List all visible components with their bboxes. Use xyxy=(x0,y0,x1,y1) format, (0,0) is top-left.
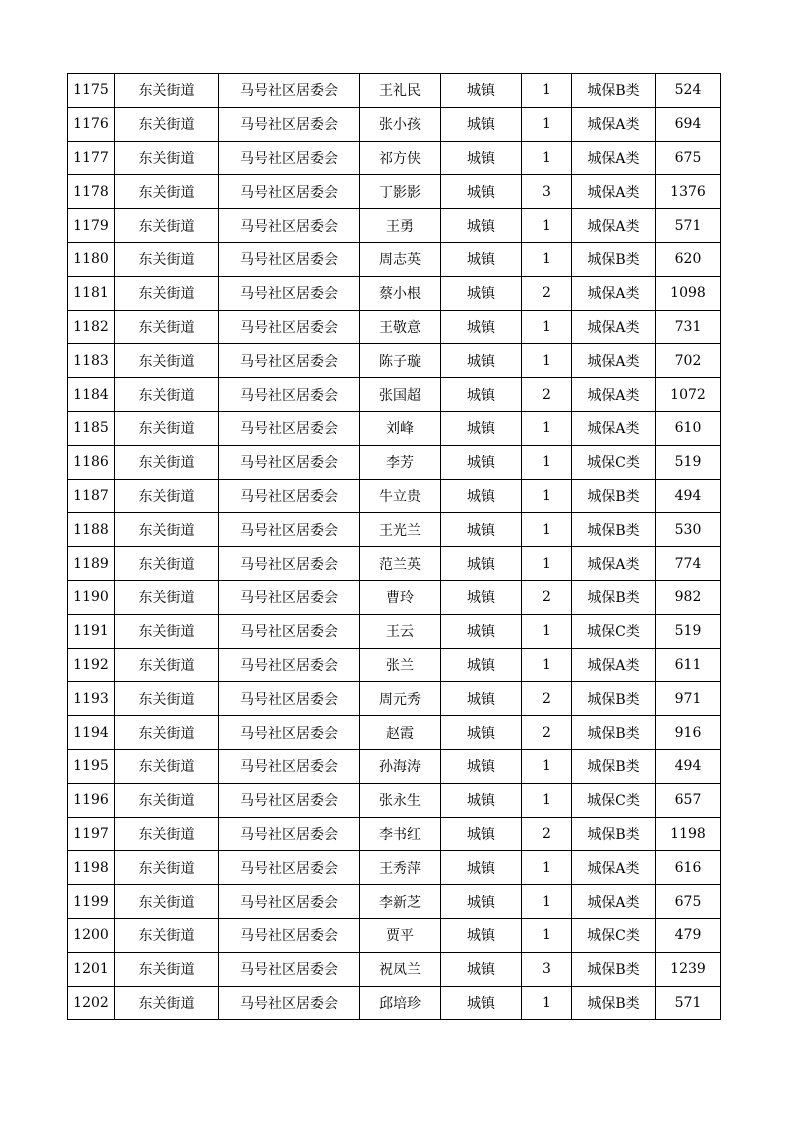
area-type-cell: 城镇 xyxy=(441,648,522,682)
household-count-cell: 1 xyxy=(522,648,572,682)
table-row xyxy=(68,107,721,141)
serial-number-cell: 1188 xyxy=(68,513,115,547)
household-count-cell: 1 xyxy=(522,547,572,581)
amount-cell: 620 xyxy=(656,242,721,276)
community-cell: 马号社区居委会 xyxy=(219,479,360,513)
household-count-cell: 1 xyxy=(522,513,572,547)
category-cell: 城保B类 xyxy=(572,682,656,716)
area-type-cell: 城镇 xyxy=(441,580,522,614)
table-body xyxy=(68,74,721,1020)
category-cell: 城保A类 xyxy=(572,276,656,310)
street-cell: 东关街道 xyxy=(115,479,219,513)
street-cell: 东关街道 xyxy=(115,209,219,243)
category-cell: 城保C类 xyxy=(572,918,656,952)
name-cell: 李书红 xyxy=(360,817,441,851)
amount-cell: 610 xyxy=(656,411,721,445)
table-row xyxy=(68,986,721,1020)
name-cell: 张小孩 xyxy=(360,107,441,141)
name-cell: 陈子璇 xyxy=(360,344,441,378)
household-count-cell: 2 xyxy=(522,716,572,750)
category-cell: 城保A类 xyxy=(572,378,656,412)
name-cell: 王秀萍 xyxy=(360,851,441,885)
name-cell: 祁方侠 xyxy=(360,141,441,175)
amount-cell: 524 xyxy=(656,74,721,108)
street-cell: 东关街道 xyxy=(115,513,219,547)
name-cell: 王勇 xyxy=(360,209,441,243)
amount-cell: 1098 xyxy=(656,276,721,310)
household-count-cell: 1 xyxy=(522,851,572,885)
street-cell: 东关街道 xyxy=(115,141,219,175)
community-cell: 马号社区居委会 xyxy=(219,682,360,716)
amount-cell: 694 xyxy=(656,107,721,141)
area-type-cell: 城镇 xyxy=(441,175,522,209)
community-cell: 马号社区居委会 xyxy=(219,817,360,851)
area-type-cell: 城镇 xyxy=(441,716,522,750)
name-cell: 王云 xyxy=(360,614,441,648)
community-cell: 马号社区居委会 xyxy=(219,276,360,310)
street-cell: 东关街道 xyxy=(115,783,219,817)
category-cell: 城保B类 xyxy=(572,242,656,276)
household-count-cell: 1 xyxy=(522,107,572,141)
street-cell: 东关街道 xyxy=(115,682,219,716)
street-cell: 东关街道 xyxy=(115,107,219,141)
community-cell: 马号社区居委会 xyxy=(219,411,360,445)
area-type-cell: 城镇 xyxy=(441,107,522,141)
serial-number-cell: 1195 xyxy=(68,749,115,783)
household-count-cell: 1 xyxy=(522,209,572,243)
category-cell: 城保B类 xyxy=(572,74,656,108)
street-cell: 东关街道 xyxy=(115,344,219,378)
area-type-cell: 城镇 xyxy=(441,479,522,513)
name-cell: 贾平 xyxy=(360,918,441,952)
street-cell: 东关街道 xyxy=(115,378,219,412)
table-row xyxy=(68,378,721,412)
amount-cell: 1072 xyxy=(656,378,721,412)
amount-cell: 530 xyxy=(656,513,721,547)
area-type-cell: 城镇 xyxy=(441,310,522,344)
household-count-cell: 1 xyxy=(522,479,572,513)
name-cell: 赵霞 xyxy=(360,716,441,750)
street-cell: 东关街道 xyxy=(115,986,219,1020)
community-cell: 马号社区居委会 xyxy=(219,107,360,141)
category-cell: 城保A类 xyxy=(572,851,656,885)
amount-cell: 519 xyxy=(656,614,721,648)
household-count-cell: 1 xyxy=(522,445,572,479)
category-cell: 城保B类 xyxy=(572,513,656,547)
amount-cell: 616 xyxy=(656,851,721,885)
serial-number-cell: 1198 xyxy=(68,851,115,885)
serial-number-cell: 1191 xyxy=(68,614,115,648)
serial-number-cell: 1187 xyxy=(68,479,115,513)
table-row xyxy=(68,918,721,952)
amount-cell: 479 xyxy=(656,918,721,952)
table-row xyxy=(68,242,721,276)
table-row xyxy=(68,344,721,378)
household-count-cell: 1 xyxy=(522,344,572,378)
serial-number-cell: 1180 xyxy=(68,242,115,276)
name-cell: 曹玲 xyxy=(360,580,441,614)
area-type-cell: 城镇 xyxy=(441,378,522,412)
category-cell: 城保A类 xyxy=(572,209,656,243)
name-cell: 丁影影 xyxy=(360,175,441,209)
amount-cell: 1376 xyxy=(656,175,721,209)
area-type-cell: 城镇 xyxy=(441,276,522,310)
household-count-cell: 2 xyxy=(522,378,572,412)
name-cell: 李芳 xyxy=(360,445,441,479)
street-cell: 东关街道 xyxy=(115,749,219,783)
name-cell: 张国超 xyxy=(360,378,441,412)
household-count-cell: 1 xyxy=(522,74,572,108)
community-cell: 马号社区居委会 xyxy=(219,716,360,750)
table-row xyxy=(68,513,721,547)
serial-number-cell: 1201 xyxy=(68,952,115,986)
community-cell: 马号社区居委会 xyxy=(219,614,360,648)
category-cell: 城保A类 xyxy=(572,547,656,581)
street-cell: 东关街道 xyxy=(115,851,219,885)
community-cell: 马号社区居委会 xyxy=(219,952,360,986)
household-count-cell: 1 xyxy=(522,885,572,919)
amount-cell: 774 xyxy=(656,547,721,581)
table-row xyxy=(68,648,721,682)
community-cell: 马号社区居委会 xyxy=(219,141,360,175)
name-cell: 李新芝 xyxy=(360,885,441,919)
name-cell: 周元秀 xyxy=(360,682,441,716)
table-row xyxy=(68,547,721,581)
area-type-cell: 城镇 xyxy=(441,682,522,716)
table-row xyxy=(68,682,721,716)
amount-cell: 494 xyxy=(656,749,721,783)
area-type-cell: 城镇 xyxy=(441,918,522,952)
category-cell: 城保B类 xyxy=(572,986,656,1020)
category-cell: 城保B类 xyxy=(572,817,656,851)
table-row xyxy=(68,749,721,783)
category-cell: 城保A类 xyxy=(572,648,656,682)
category-cell: 城保A类 xyxy=(572,310,656,344)
amount-cell: 982 xyxy=(656,580,721,614)
community-cell: 马号社区居委会 xyxy=(219,310,360,344)
street-cell: 东关街道 xyxy=(115,310,219,344)
amount-cell: 611 xyxy=(656,648,721,682)
serial-number-cell: 1202 xyxy=(68,986,115,1020)
assistance-roster-table xyxy=(67,73,721,1020)
amount-cell: 571 xyxy=(656,209,721,243)
table-row xyxy=(68,209,721,243)
serial-number-cell: 1179 xyxy=(68,209,115,243)
serial-number-cell: 1176 xyxy=(68,107,115,141)
amount-cell: 519 xyxy=(656,445,721,479)
amount-cell: 971 xyxy=(656,682,721,716)
table-row xyxy=(68,783,721,817)
community-cell: 马号社区居委会 xyxy=(219,74,360,108)
household-count-cell: 3 xyxy=(522,952,572,986)
community-cell: 马号社区居委会 xyxy=(219,749,360,783)
serial-number-cell: 1186 xyxy=(68,445,115,479)
category-cell: 城保B类 xyxy=(572,580,656,614)
area-type-cell: 城镇 xyxy=(441,74,522,108)
name-cell: 王礼民 xyxy=(360,74,441,108)
area-type-cell: 城镇 xyxy=(441,817,522,851)
name-cell: 孙海涛 xyxy=(360,749,441,783)
serial-number-cell: 1177 xyxy=(68,141,115,175)
area-type-cell: 城镇 xyxy=(441,141,522,175)
serial-number-cell: 1193 xyxy=(68,682,115,716)
community-cell: 马号社区居委会 xyxy=(219,580,360,614)
category-cell: 城保A类 xyxy=(572,344,656,378)
street-cell: 东关街道 xyxy=(115,648,219,682)
amount-cell: 916 xyxy=(656,716,721,750)
category-cell: 城保C类 xyxy=(572,445,656,479)
street-cell: 东关街道 xyxy=(115,74,219,108)
household-count-cell: 1 xyxy=(522,242,572,276)
category-cell: 城保C类 xyxy=(572,783,656,817)
name-cell: 张兰 xyxy=(360,648,441,682)
area-type-cell: 城镇 xyxy=(441,344,522,378)
amount-cell: 1198 xyxy=(656,817,721,851)
name-cell: 王光兰 xyxy=(360,513,441,547)
community-cell: 马号社区居委会 xyxy=(219,547,360,581)
household-count-cell: 2 xyxy=(522,817,572,851)
table-row xyxy=(68,175,721,209)
community-cell: 马号社区居委会 xyxy=(219,918,360,952)
area-type-cell: 城镇 xyxy=(441,547,522,581)
area-type-cell: 城镇 xyxy=(441,242,522,276)
name-cell: 邱培珍 xyxy=(360,986,441,1020)
name-cell: 范兰英 xyxy=(360,547,441,581)
amount-cell: 494 xyxy=(656,479,721,513)
area-type-cell: 城镇 xyxy=(441,851,522,885)
community-cell: 马号社区居委会 xyxy=(219,209,360,243)
street-cell: 东关街道 xyxy=(115,716,219,750)
name-cell: 蔡小根 xyxy=(360,276,441,310)
community-cell: 马号社区居委会 xyxy=(219,344,360,378)
table-row xyxy=(68,716,721,750)
amount-cell: 675 xyxy=(656,141,721,175)
area-type-cell: 城镇 xyxy=(441,209,522,243)
community-cell: 马号社区居委会 xyxy=(219,648,360,682)
street-cell: 东关街道 xyxy=(115,547,219,581)
serial-number-cell: 1192 xyxy=(68,648,115,682)
household-count-cell: 1 xyxy=(522,614,572,648)
household-count-cell: 1 xyxy=(522,141,572,175)
category-cell: 城保A类 xyxy=(572,107,656,141)
name-cell: 刘峰 xyxy=(360,411,441,445)
table-row xyxy=(68,817,721,851)
street-cell: 东关街道 xyxy=(115,175,219,209)
serial-number-cell: 1175 xyxy=(68,74,115,108)
table-row xyxy=(68,74,721,108)
household-count-cell: 1 xyxy=(522,918,572,952)
serial-number-cell: 1200 xyxy=(68,918,115,952)
area-type-cell: 城镇 xyxy=(441,783,522,817)
serial-number-cell: 1184 xyxy=(68,378,115,412)
amount-cell: 675 xyxy=(656,885,721,919)
area-type-cell: 城镇 xyxy=(441,952,522,986)
street-cell: 东关街道 xyxy=(115,817,219,851)
street-cell: 东关街道 xyxy=(115,411,219,445)
serial-number-cell: 1197 xyxy=(68,817,115,851)
household-count-cell: 2 xyxy=(522,276,572,310)
category-cell: 城保B类 xyxy=(572,716,656,750)
category-cell: 城保C类 xyxy=(572,614,656,648)
area-type-cell: 城镇 xyxy=(441,885,522,919)
household-count-cell: 2 xyxy=(522,580,572,614)
community-cell: 马号社区居委会 xyxy=(219,783,360,817)
table-row xyxy=(68,276,721,310)
amount-cell: 702 xyxy=(656,344,721,378)
table-row xyxy=(68,952,721,986)
household-count-cell: 2 xyxy=(522,682,572,716)
name-cell: 张永生 xyxy=(360,783,441,817)
category-cell: 城保B类 xyxy=(572,479,656,513)
table-row xyxy=(68,411,721,445)
household-count-cell: 1 xyxy=(522,749,572,783)
community-cell: 马号社区居委会 xyxy=(219,513,360,547)
table-row xyxy=(68,885,721,919)
community-cell: 马号社区居委会 xyxy=(219,378,360,412)
street-cell: 东关街道 xyxy=(115,885,219,919)
category-cell: 城保A类 xyxy=(572,175,656,209)
street-cell: 东关街道 xyxy=(115,445,219,479)
table-row xyxy=(68,310,721,344)
area-type-cell: 城镇 xyxy=(441,749,522,783)
table-row xyxy=(68,580,721,614)
community-cell: 马号社区居委会 xyxy=(219,175,360,209)
table-row xyxy=(68,445,721,479)
table-row xyxy=(68,141,721,175)
table-row xyxy=(68,614,721,648)
table-row xyxy=(68,479,721,513)
community-cell: 马号社区居委会 xyxy=(219,986,360,1020)
area-type-cell: 城镇 xyxy=(441,513,522,547)
category-cell: 城保B类 xyxy=(572,952,656,986)
street-cell: 东关街道 xyxy=(115,918,219,952)
serial-number-cell: 1185 xyxy=(68,411,115,445)
area-type-cell: 城镇 xyxy=(441,411,522,445)
name-cell: 周志英 xyxy=(360,242,441,276)
amount-cell: 657 xyxy=(656,783,721,817)
community-cell: 马号社区居委会 xyxy=(219,242,360,276)
serial-number-cell: 1181 xyxy=(68,276,115,310)
amount-cell: 731 xyxy=(656,310,721,344)
street-cell: 东关街道 xyxy=(115,242,219,276)
community-cell: 马号社区居委会 xyxy=(219,851,360,885)
street-cell: 东关街道 xyxy=(115,580,219,614)
serial-number-cell: 1182 xyxy=(68,310,115,344)
serial-number-cell: 1199 xyxy=(68,885,115,919)
area-type-cell: 城镇 xyxy=(441,614,522,648)
household-count-cell: 1 xyxy=(522,411,572,445)
table-row xyxy=(68,851,721,885)
category-cell: 城保A类 xyxy=(572,141,656,175)
name-cell: 王敬意 xyxy=(360,310,441,344)
area-type-cell: 城镇 xyxy=(441,445,522,479)
household-count-cell: 1 xyxy=(522,986,572,1020)
category-cell: 城保A类 xyxy=(572,411,656,445)
community-cell: 马号社区居委会 xyxy=(219,445,360,479)
serial-number-cell: 1189 xyxy=(68,547,115,581)
category-cell: 城保A类 xyxy=(572,885,656,919)
serial-number-cell: 1190 xyxy=(68,580,115,614)
street-cell: 东关街道 xyxy=(115,276,219,310)
name-cell: 牛立贵 xyxy=(360,479,441,513)
area-type-cell: 城镇 xyxy=(441,986,522,1020)
serial-number-cell: 1183 xyxy=(68,344,115,378)
name-cell: 祝凤兰 xyxy=(360,952,441,986)
serial-number-cell: 1196 xyxy=(68,783,115,817)
household-count-cell: 1 xyxy=(522,310,572,344)
community-cell: 马号社区居委会 xyxy=(219,885,360,919)
serial-number-cell: 1178 xyxy=(68,175,115,209)
street-cell: 东关街道 xyxy=(115,614,219,648)
street-cell: 东关街道 xyxy=(115,952,219,986)
household-count-cell: 3 xyxy=(522,175,572,209)
amount-cell: 571 xyxy=(656,986,721,1020)
amount-cell: 1239 xyxy=(656,952,721,986)
serial-number-cell: 1194 xyxy=(68,716,115,750)
category-cell: 城保B类 xyxy=(572,749,656,783)
household-count-cell: 1 xyxy=(522,783,572,817)
